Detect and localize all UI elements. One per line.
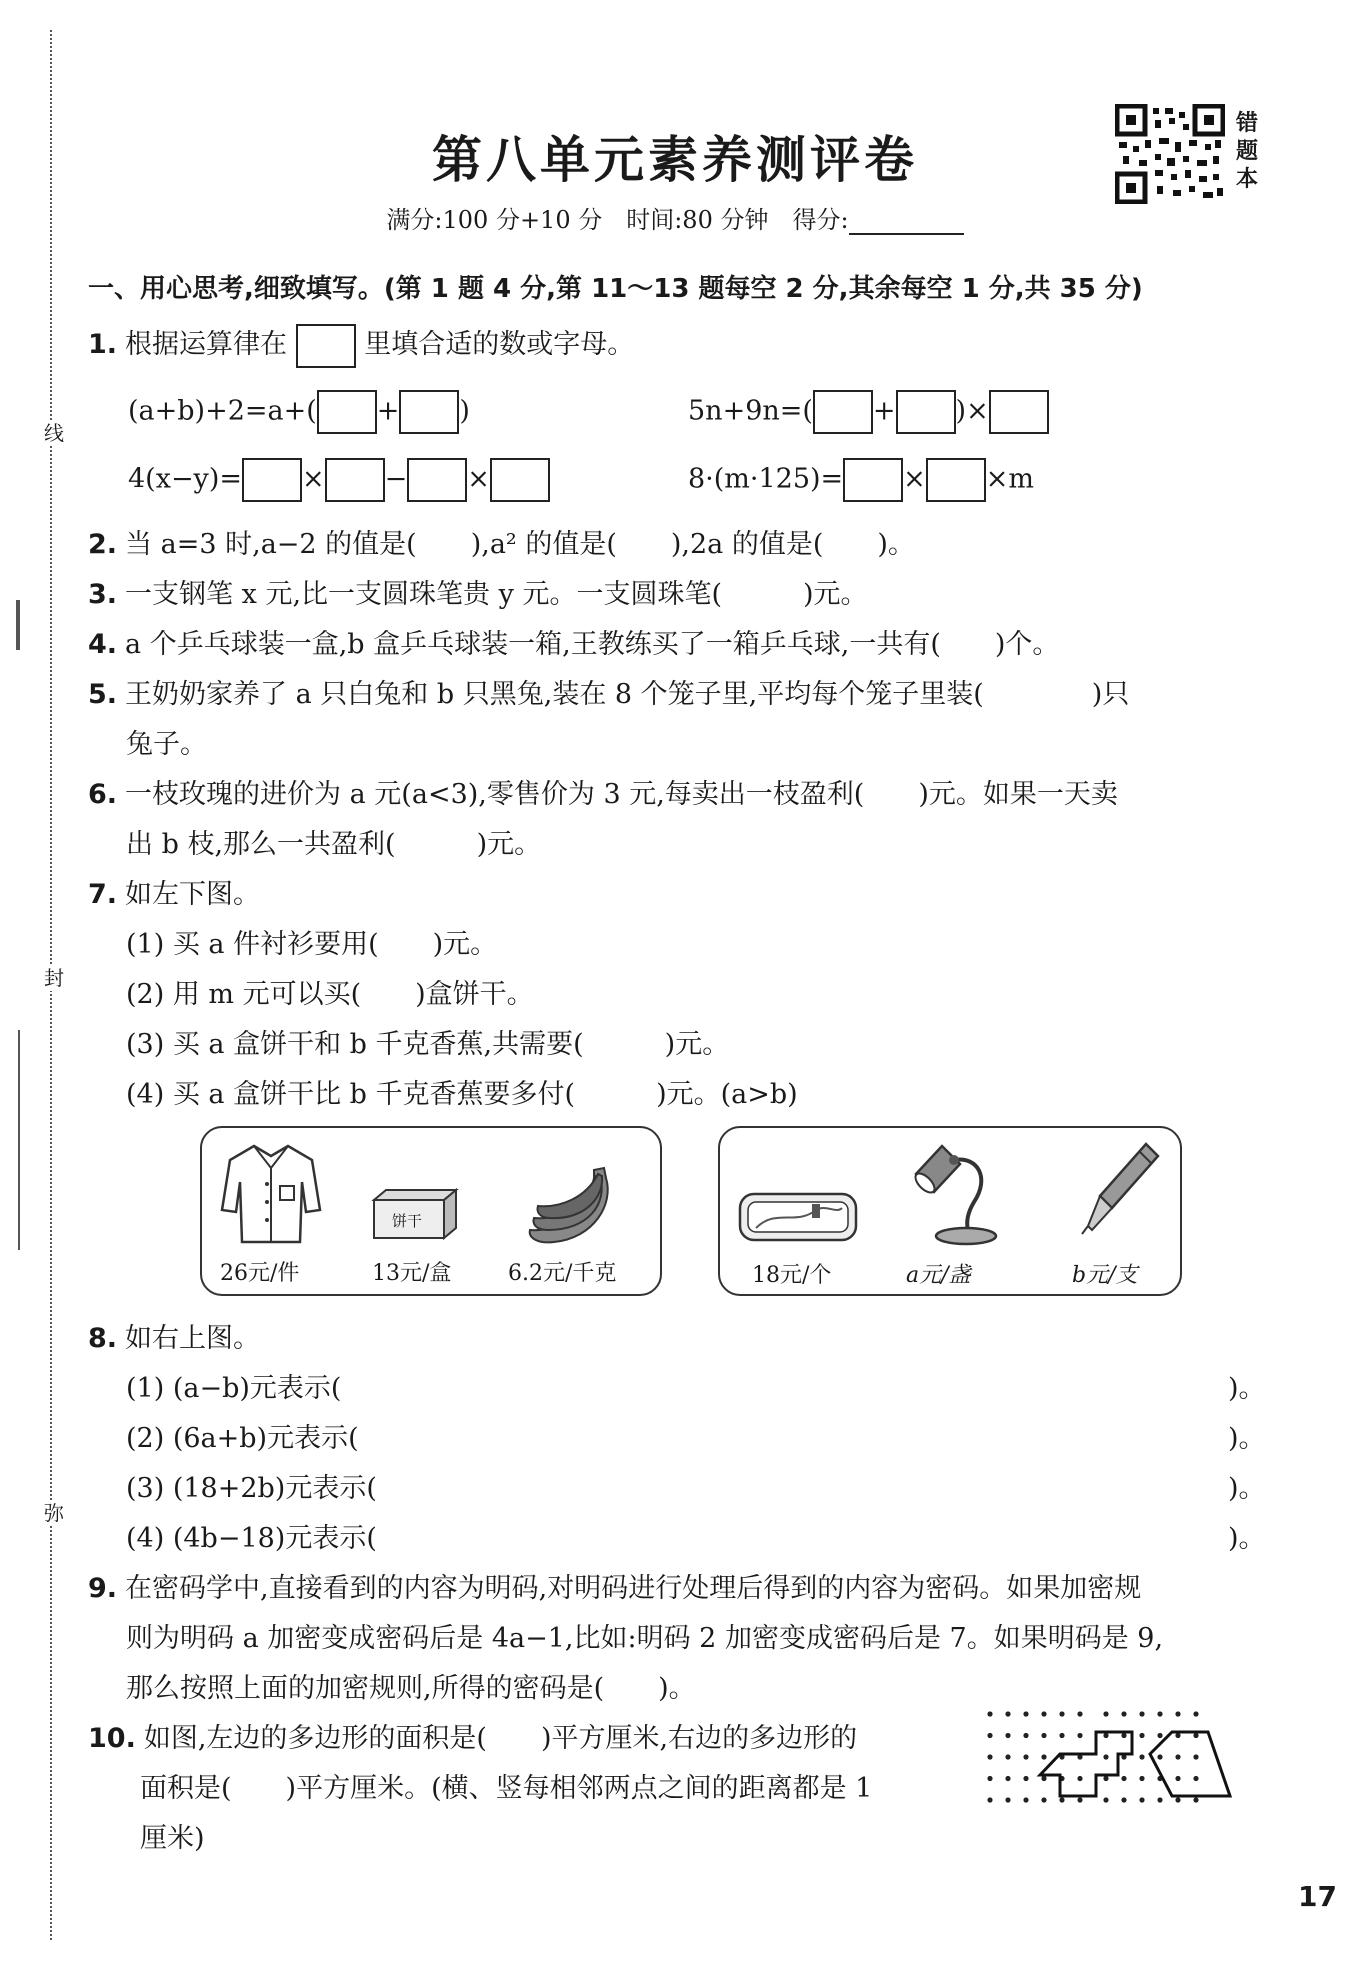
grid-dot — [1005, 1711, 1010, 1716]
left-price-panel — [200, 1126, 662, 1296]
grid-dot — [987, 1733, 992, 1738]
grid-dot — [987, 1711, 992, 1716]
question-7: 7. 如左下图。 — [88, 879, 261, 910]
grid-dot — [1121, 1797, 1126, 1802]
grid-dot — [1059, 1733, 1064, 1738]
page-title: 第八单元素养测评卷 — [432, 130, 918, 189]
grid-dot — [1121, 1776, 1126, 1781]
grid-dot — [1059, 1797, 1064, 1802]
grid-dot — [1175, 1776, 1180, 1781]
q8-close-4: )。 — [1228, 1523, 1266, 1554]
question-1: 1. 根据运算律在 里填合适的数或字母。 — [88, 322, 634, 368]
q8-sub-1: (1) (a−b)元表示( — [126, 1373, 342, 1404]
price-label: 26元/件 — [220, 1261, 300, 1286]
grid-dot — [1121, 1733, 1126, 1738]
grid-dot — [1077, 1733, 1082, 1738]
grid-dot — [1139, 1797, 1144, 1802]
pencil-case-icon — [736, 1188, 860, 1246]
grid-dot — [1005, 1754, 1010, 1759]
q8-close-3: )。 — [1228, 1473, 1266, 1504]
right-price-panel — [718, 1126, 1182, 1296]
q1-equation-2: 5n+9n=( + )× — [688, 390, 1049, 434]
question-5-cont: 兔子。 — [126, 729, 207, 760]
price-label: a元/盏 — [906, 1263, 971, 1288]
question-10-cont-2: 厘米) — [140, 1823, 205, 1854]
biscuit-box-icon — [370, 1186, 460, 1242]
grid-dot — [1023, 1776, 1028, 1781]
grid-dot — [1023, 1797, 1028, 1802]
question-10: 10. 如图,左边的多边形的面积是( )平方厘米,右边的多边形的 — [88, 1723, 858, 1754]
q8-close-1: )。 — [1228, 1373, 1266, 1404]
price-label: 6.2元/千克 — [508, 1261, 617, 1286]
grid-dot — [1077, 1711, 1082, 1716]
shirt-icon — [216, 1138, 326, 1248]
page-number: 17 — [1298, 1880, 1337, 1913]
qr-code-icon — [1115, 104, 1225, 204]
grid-dot — [1041, 1797, 1046, 1802]
grid-dot — [1193, 1797, 1198, 1802]
score-info: 满分:100 分+10 分 时间:80 分钟 得分: — [0, 200, 1350, 235]
question-9: 9. 在密码学中,直接看到的内容为明码,对明码进行处理后得到的内容为密码。如果加密规 — [88, 1573, 1142, 1604]
grid-dot — [1103, 1754, 1108, 1759]
grid-dot — [1041, 1754, 1046, 1759]
grid-dot — [1157, 1754, 1162, 1759]
question-2: 2. 当 a=3 时,a−2 的值是( ),a² 的值是( ),2a 的值是( )。 — [88, 529, 915, 560]
grid-dot — [1041, 1776, 1046, 1781]
q7-sub-1: (1) 买 a 件衬衫要用( )元。 — [126, 929, 498, 960]
grid-dot — [1041, 1711, 1046, 1716]
answer-box[interactable] — [317, 390, 377, 434]
grid-dot — [1077, 1797, 1082, 1802]
q8-sub-3: (3) (18+2b)元表示( — [126, 1473, 377, 1504]
answer-box[interactable] — [325, 458, 385, 502]
grid-dot — [1175, 1797, 1180, 1802]
grid-dot — [1175, 1711, 1180, 1716]
grid-dot — [1059, 1711, 1064, 1716]
q1-equation-3: 4(x−y)= × − × — [128, 458, 550, 502]
price-label: 13元/盒 — [372, 1261, 452, 1286]
q7-sub-3: (3) 买 a 盒饼干和 b 千克香蕉,共需要( )元。 — [126, 1029, 730, 1060]
grid-dot — [1139, 1754, 1144, 1759]
grid-dot — [1023, 1754, 1028, 1759]
grid-dot — [1077, 1776, 1082, 1781]
grid-dot — [1139, 1776, 1144, 1781]
answer-box[interactable] — [813, 390, 873, 434]
q8-sub-2: (2) (6a+b)元表示( — [126, 1423, 359, 1454]
q7-sub-2: (2) 用 m 元可以买( )盒饼干。 — [126, 979, 534, 1010]
question-5: 5. 王奶奶家养了 a 只白兔和 b 只黑兔,装在 8 个笼子里,平均每个笼子里装( )只 — [88, 679, 1130, 710]
grid-dot — [1193, 1711, 1198, 1716]
grid-dot — [1005, 1797, 1010, 1802]
dot-grid-figure — [980, 1710, 1250, 1842]
question-4: 4. a 个乒乓球装一盒,b 盒乒乓球装一箱,王教练买了一箱乒乓球,一共有( )个。 — [88, 629, 1060, 660]
margin-mark — [18, 1030, 20, 1250]
grid-dot — [1139, 1733, 1144, 1738]
price-label: 18元/个 — [752, 1263, 832, 1288]
left-polygon — [1040, 1732, 1132, 1796]
grid-dot — [1157, 1797, 1162, 1802]
grid-dot — [1023, 1733, 1028, 1738]
desk-lamp-icon — [908, 1138, 1004, 1248]
answer-box[interactable] — [989, 390, 1049, 434]
grid-dot — [1103, 1711, 1108, 1716]
question-6-cont: 出 b 枝,那么一共盈利( )元。 — [126, 829, 542, 860]
answer-box[interactable] — [896, 390, 956, 434]
grid-dot — [1103, 1776, 1108, 1781]
answer-box[interactable] — [399, 390, 459, 434]
right-polygon — [1150, 1732, 1230, 1796]
q8-sub-4: (4) (4b−18)元表示( — [126, 1523, 377, 1554]
grid-dot — [1157, 1711, 1162, 1716]
margin-label-xian: 线 — [44, 421, 64, 445]
banana-icon — [524, 1164, 624, 1250]
question-9-cont-1: 则为明码 a 加密变成密码后是 4a−1,比如:明码 2 加密变成密码后是 7。如果明码是 9, — [126, 1623, 1164, 1654]
grid-dot — [1175, 1754, 1180, 1759]
grid-dot — [1121, 1711, 1126, 1716]
grid-dot — [1193, 1776, 1198, 1781]
fountain-pen-icon — [1074, 1138, 1164, 1248]
grid-dot — [1193, 1733, 1198, 1738]
question-8: 8. 如右上图。 — [88, 1323, 261, 1354]
margin-label-mi: 弥 — [44, 1501, 64, 1525]
grid-dot — [987, 1776, 992, 1781]
grid-dot — [987, 1797, 992, 1802]
price-label: b元/支 — [1072, 1263, 1138, 1288]
grid-dot — [1041, 1733, 1046, 1738]
question-10-cont-1: 面积是( )平方厘米。(横、竖每相邻两点之间的距离都是 1 — [140, 1773, 873, 1804]
grid-dot — [1005, 1733, 1010, 1738]
grid-dot — [1193, 1754, 1198, 1759]
grid-dot — [987, 1754, 992, 1759]
grid-dot — [1139, 1711, 1144, 1716]
question-3: 3. 一支钢笔 x 元,比一支圆珠笔贵 y 元。一支圆珠笔( )元。 — [88, 579, 868, 610]
grid-dot — [1157, 1733, 1162, 1738]
answer-box[interactable] — [407, 458, 467, 502]
q7-sub-4: (4) 买 a 盒饼干比 b 千克香蕉要多付( )元。(a>b) — [126, 1079, 798, 1110]
grid-dot — [1103, 1733, 1108, 1738]
grid-dot — [1103, 1797, 1108, 1802]
section-heading: 一、用心思考,细致填写。(第 1 题 4 分,第 11～13 题每空 2 分,其余每空 1 分,共 35 分) — [88, 274, 1143, 304]
qr-label: 错题本 — [1236, 111, 1259, 192]
answer-box[interactable] — [296, 324, 356, 368]
answer-box[interactable] — [490, 458, 550, 502]
answer-box[interactable] — [843, 458, 903, 502]
q1-equation-4: 8·(m·125)= × ×m — [688, 458, 1034, 502]
margin-label-feng: 封 — [44, 966, 64, 990]
answer-box[interactable] — [926, 458, 986, 502]
question-6: 6. 一枝玫瑰的进价为 a 元(a<3),零售价为 3 元,每卖出一枝盈利( )元。如果一天卖 — [88, 779, 1118, 810]
grid-dot — [1175, 1733, 1180, 1738]
grid-dot — [1005, 1776, 1010, 1781]
margin-mark — [16, 600, 20, 650]
answer-box[interactable] — [242, 458, 302, 502]
question-9-cont-2: 那么按照上面的加密规则,所得的密码是( )。 — [126, 1673, 696, 1704]
grid-dot — [1023, 1711, 1028, 1716]
biscuit-box-label: 饼干 — [392, 1212, 423, 1230]
q8-close-2: )。 — [1228, 1423, 1266, 1454]
q1-equation-1: (a+b)+2=a+( + ) — [128, 390, 470, 434]
